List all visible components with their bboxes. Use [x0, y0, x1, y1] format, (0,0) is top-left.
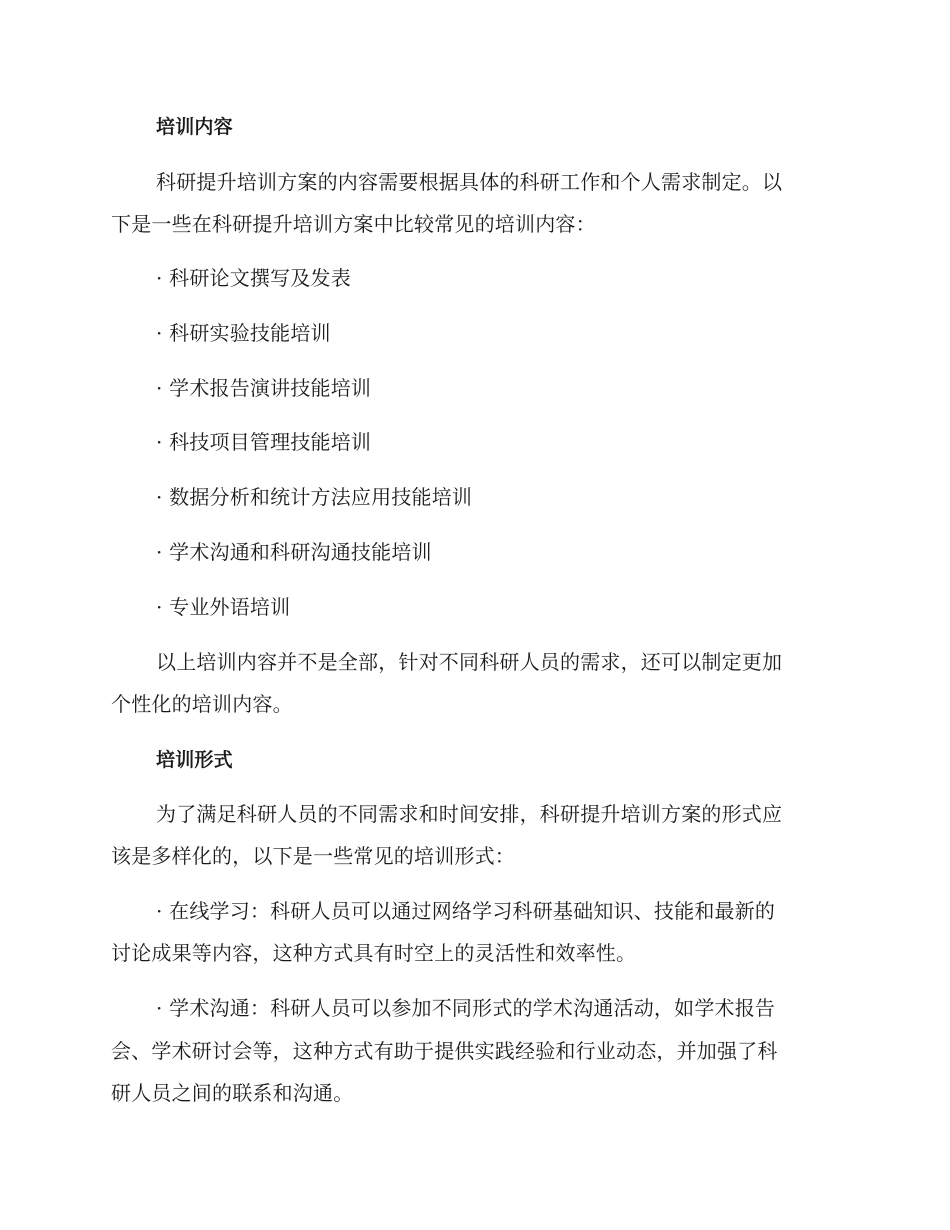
list-item: · 科研论文撰写及发表: [156, 266, 351, 290]
list-item: · 在线学习：科研人员可以通过网络学习科研基础知识、技能和最新的: [156, 899, 776, 923]
list-item: · 科研实验技能培训: [156, 321, 331, 345]
paragraph-line: 为了满足科研人员的不同需求和时间安排，科研提升培训方案的形式应: [156, 802, 783, 826]
paragraph-line: 以上培训内容并不是全部，针对不同科研人员的需求，还可以制定更加: [156, 650, 783, 674]
section-heading-training-content: 培训内容: [156, 116, 233, 138]
paragraph-line: 会、学术研讨会等，这种方式有助于提供实践经验和行业动态，并加强了科: [111, 1039, 778, 1063]
list-item: · 学术沟通和科研沟通技能培训: [156, 540, 432, 564]
section-heading-training-format: 培训形式: [156, 749, 233, 771]
paragraph-line: 研人员之间的联系和沟通。: [111, 1081, 354, 1105]
list-item: · 专业外语培训: [156, 595, 291, 619]
paragraph-line: 科研提升培训方案的内容需要根据具体的科研工作和个人需求制定。以: [156, 170, 783, 194]
list-item: · 学术沟通：科研人员可以参加不同形式的学术沟通活动，如学术报告: [156, 996, 776, 1020]
paragraph-line: 下是一些在科研提升培训方案中比较常见的培训内容：: [111, 212, 596, 236]
paragraph-line: 个性化的培训内容。: [111, 692, 293, 716]
paragraph-line: 讨论成果等内容，这种方式具有时空上的灵活性和效率性。: [111, 941, 637, 965]
list-item: · 学术报告演讲技能培训: [156, 376, 372, 400]
list-item: · 数据分析和统计方法应用技能培训: [156, 485, 473, 509]
list-item: · 科技项目管理技能培训: [156, 430, 372, 454]
paragraph-line: 该是多样化的，以下是一些常见的培训形式：: [111, 844, 515, 868]
